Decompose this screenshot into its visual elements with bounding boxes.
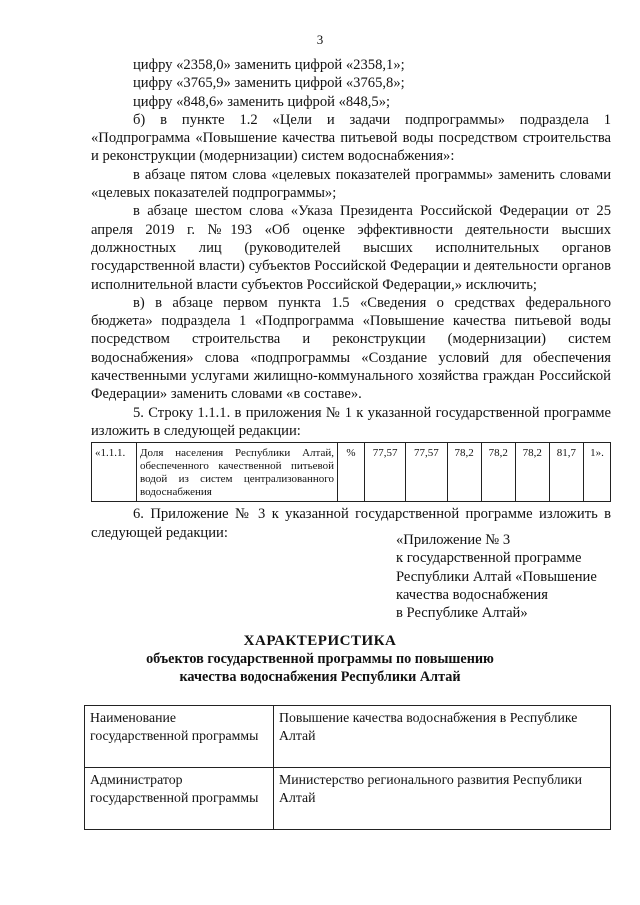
paragraph-6: 6. Приложение № 3 к указанной государственной программе изложить в следующей редакции: — [91, 506, 611, 541]
characteristic-label: Администратор государственной программы — [85, 768, 274, 830]
paragraph-b: б) в пункте 1.2 «Цели и задачи подпрограммы» подраздела 1 «Подпрограмма «Повышение качества питьевой воды посредством строительства и реконструкции (модернизации) систем водоснабжения»: — [91, 111, 611, 165]
characteristics-table — [84, 705, 611, 830]
characteristic-label: Наименование государственной программы — [85, 706, 274, 768]
paragraph-5: 5. Строку 1.1.1. в приложения № 1 к указанной государственной программе изложить в следующей редакции: — [91, 404, 611, 439]
title-main: ХАРАКТЕРИСТИКА — [243, 633, 397, 649]
appendix-line: «Приложение № 3 — [396, 532, 511, 548]
appendix-line: Республики Алтай «Повышение — [396, 568, 597, 585]
indicator-value: 81,7 — [549, 443, 583, 502]
indicator-value: 78,2 — [447, 443, 481, 502]
indicator-value: 1». — [583, 443, 610, 502]
paragraph-b-abzats-5: в абзаце пятом слова «целевых показателей программы» заменить словами «целевых показателей подпрограммы»; — [91, 166, 611, 202]
document-body — [91, 56, 611, 542]
section-title — [0, 632, 640, 686]
text-line: цифру «848,6» заменить цифрой «848,5»; — [133, 93, 391, 110]
appendix-header — [396, 531, 616, 622]
paragraph-b-abzats-6: в абзаце шестом слова «Указа Президента Российской Федерации от 25 апреля 2019 г. №193 «Об оценке эффективности деятельности высших должностных лиц (руководителей высших исполнительных органов государственной власти) субъектов Российской Федерации и деятельности органов исполнительной власти субъектов Российской Федерации,» исключить; — [91, 203, 611, 293]
paragraph-v: в) в абзаце первом пункта 1.5 «Сведения о средствах федерального бюджета» подраздела 1 «Подпрограмма «Повышение качества питьевой воды посредством строительства и реконструкции (модернизации) систем водоснабжения» слова «подпрограммы «Создание условий для обеспечения качественными услугами жилищно-коммунального хозяйства граждан Российской Федерации» заменить словами «в составе». — [91, 294, 611, 403]
indicator-value: 78,2 — [481, 443, 515, 502]
indicator-value: 77,57 — [406, 443, 447, 502]
indicator-name: Доля населения Республики Алтай, обеспеченного качественной питьевой водой из систем централизованного водоснабжения — [137, 443, 338, 502]
characteristic-value: Повышение качества водоснабжения в Республике Алтай — [274, 706, 611, 768]
indicator-value: 77,57 — [365, 443, 406, 502]
indicator-value: 78,2 — [515, 443, 549, 502]
table-row — [85, 706, 611, 768]
page-number: 3 — [316, 32, 324, 47]
table-row — [85, 768, 611, 830]
appendix-line: качества водоснабжения — [396, 586, 548, 603]
indicator-unit: % — [338, 443, 365, 502]
appendix-line: в Республике Алтай» — [396, 605, 528, 622]
replacement-row-table — [91, 442, 611, 502]
appendix-line: к государственной программе — [396, 550, 582, 567]
title-line-2: качества водоснабжения Республики Алтай — [179, 669, 461, 685]
characteristic-value: Министерство регионального развития Республики Алтай — [274, 768, 611, 830]
table-row — [92, 443, 611, 502]
row-code: «1.1.1. — [92, 443, 137, 502]
text-line: цифру «3765,9» заменить цифрой «3765,8»; — [133, 75, 405, 92]
title-line-1: объектов государственной программы по повышению — [146, 651, 494, 667]
text-line: цифру «2358,0» заменить цифрой «2358,1»; — [133, 57, 405, 73]
